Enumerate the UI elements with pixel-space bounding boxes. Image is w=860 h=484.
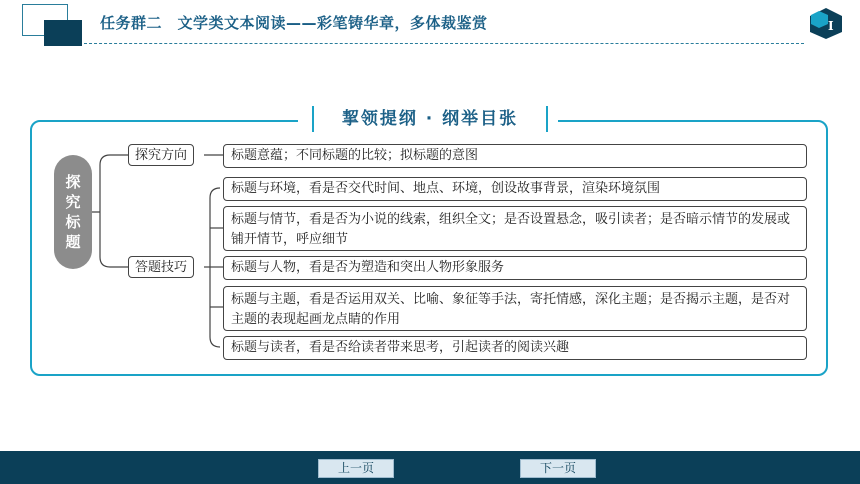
next-page-button[interactable]: 下一页: [520, 459, 596, 478]
mindmap-root-label: 探究标题: [65, 173, 81, 251]
section-title: 挈领提纲 · 纲举目张: [312, 106, 548, 132]
prev-page-button[interactable]: 上一页: [318, 459, 394, 478]
item-box: 标题与情节，看是否为小说的线索，组织全文；是否设置悬念，吸引读者；是否暗示情节的发展或铺开情节，呼应细节: [223, 206, 807, 251]
item-box: 标题意蕴；不同标题的比较；拟标题的意图: [223, 144, 807, 168]
logo-letter: I: [828, 19, 834, 33]
page-title: 任务群二 文学类文本阅读——彩笔铸华章，多体裁鉴赏: [100, 14, 488, 32]
item-box: 标题与读者，看是否给读者带来思考，引起读者的阅读兴趣: [223, 336, 807, 360]
branch-label-direction: 探究方向: [128, 144, 194, 166]
footer-bar: [0, 451, 860, 484]
item-box: 标题与环境，看是否交代时间、地点、环境，创设故事背景，渲染环境氛围: [223, 177, 807, 201]
item-box: 标题与人物，看是否为塑造和突出人物形象服务: [223, 256, 807, 280]
branch-label-technique: 答题技巧: [128, 256, 194, 278]
item-box: 标题与主题，看是否运用双关、比喻、象征等手法，寄托情感，深化主题；是否揭示主题，是否对主题的表现起画龙点睛的作用: [223, 286, 807, 331]
mindmap-root: [54, 155, 92, 269]
